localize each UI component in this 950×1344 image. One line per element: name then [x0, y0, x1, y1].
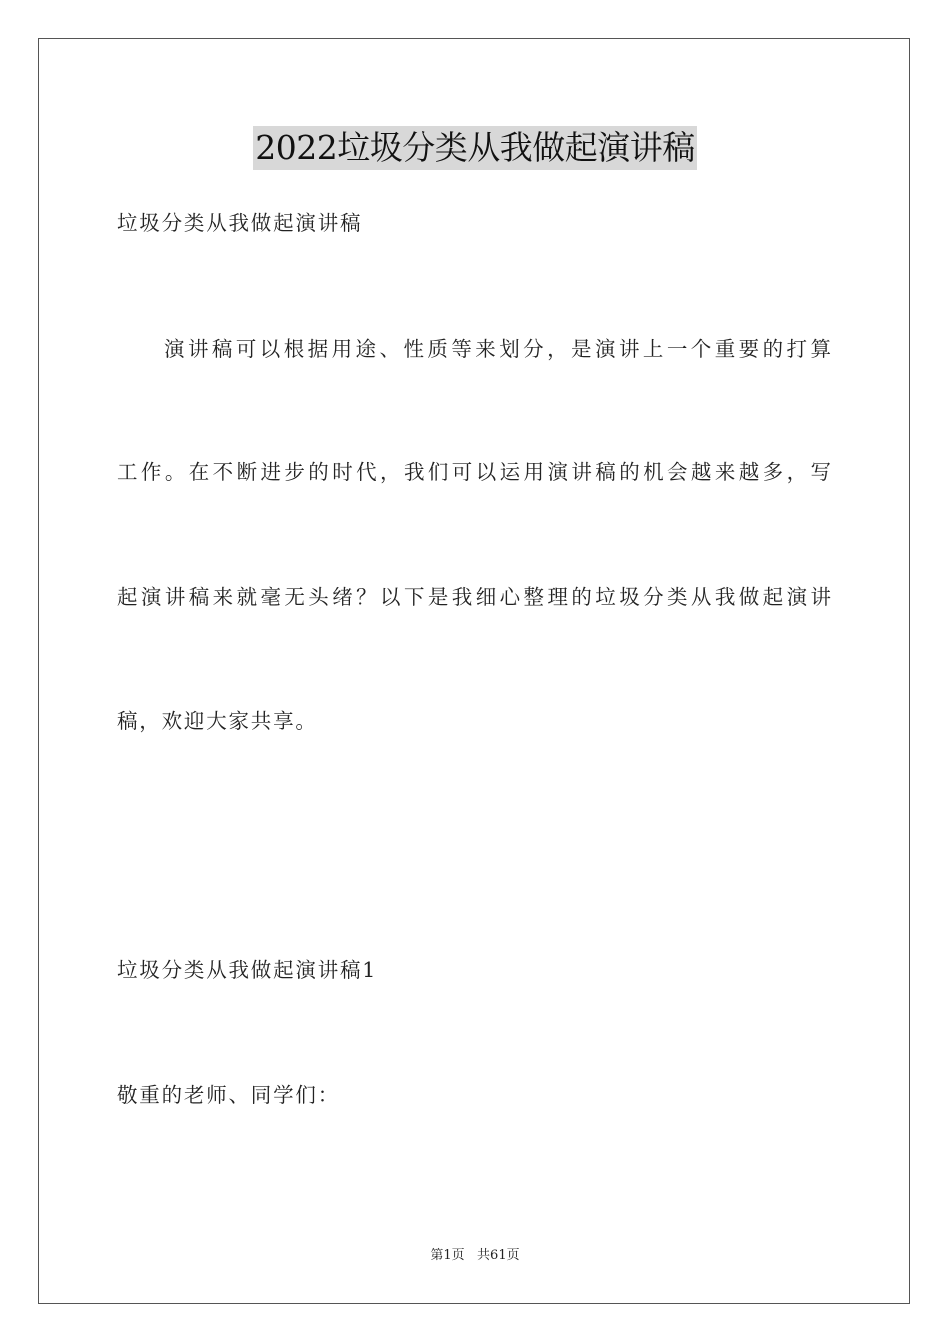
document-title: [0, 126, 950, 170]
paragraph-line: 起演讲稿来就毫无头绪？以下是我细心整理的垃圾分类从我做起演讲: [117, 585, 831, 609]
document-title-text: 2022垃圾分类从我做起演讲稿: [253, 126, 696, 170]
greeting: 敬重的老师、同学们：: [117, 1083, 340, 1107]
paragraph-line: 演讲稿可以根据用途、性质等来划分，是演讲上一个重要的打算: [164, 337, 831, 361]
subtitle: 垃圾分类从我做起演讲稿: [117, 211, 363, 235]
paragraph-line: 稿，欢迎大家共享。: [117, 709, 318, 733]
section-heading: 垃圾分类从我做起演讲稿1: [117, 958, 378, 982]
paragraph-line: 工作。在不断进步的时代，我们可以运用演讲稿的机会越来越多，写: [117, 460, 831, 484]
page-footer: 第1页 共61页: [430, 1248, 520, 1263]
